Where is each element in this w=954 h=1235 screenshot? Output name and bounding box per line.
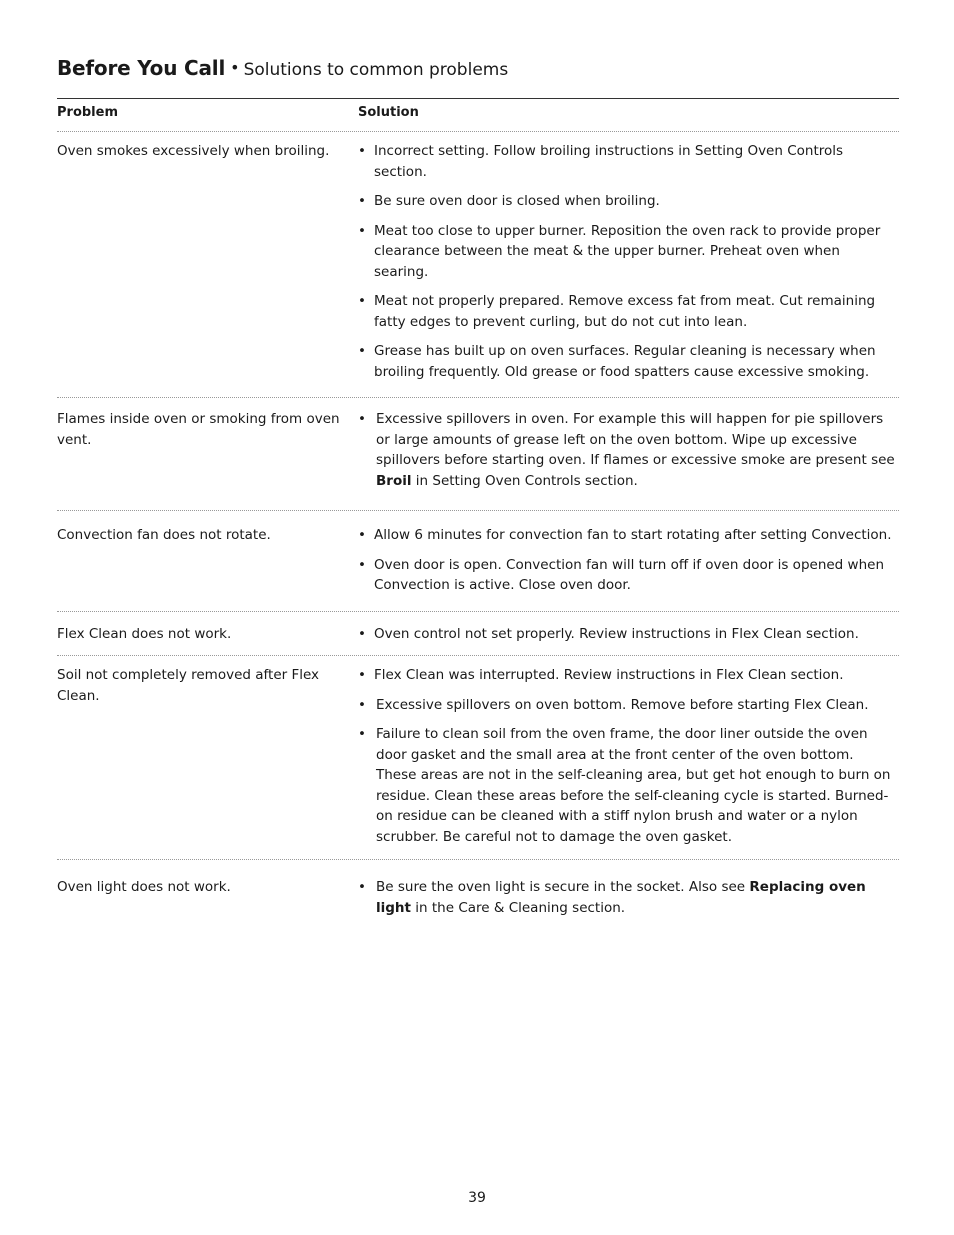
solution-item [358, 221, 899, 283]
table-row [57, 877, 899, 937]
problem-cell: Soil not completely removed after Flex Clean. [57, 667, 320, 704]
solution-item [358, 341, 899, 382]
column-header-rule [57, 131, 899, 132]
solution-item [358, 191, 899, 212]
solution-text: Oven control not set properly. Review instructions in Flex Clean section. [374, 626, 859, 642]
solution-item [358, 555, 899, 596]
solution-cell [358, 525, 899, 596]
solution-text: Flex Clean was interrupted. Review instructions in Flex Clean section. [374, 667, 844, 683]
page-header [57, 56, 508, 80]
table-row [57, 141, 899, 398]
solution-item [358, 724, 899, 847]
solution-text: Meat not properly prepared. Remove excess fat from meat. Cut remaining fatty edges to prevent curling, but do not cut into lean. [374, 293, 876, 330]
header-rule [57, 98, 899, 99]
column-header-problem: Problem [57, 105, 118, 120]
solution-text: Incorrect setting. Follow broiling instructions in Setting Oven Controls section. [374, 143, 844, 180]
solution-text: Oven door is open. Convection fan will turn off if oven door is opened when Convection is active. Close oven door. [374, 556, 884, 593]
page-title: Before You Call [57, 56, 226, 80]
replacing-oven-light-reference: Replacing oven light [376, 879, 866, 916]
solution-item [358, 409, 899, 491]
solution-cell [358, 409, 899, 491]
solution-text: Allow 6 minutes for convection fan to start rotating after setting Convection. [374, 527, 892, 543]
bullet-icon: • [358, 343, 366, 359]
bullet-icon: • [358, 293, 366, 309]
troubleshooting-table [57, 141, 899, 937]
bullet-icon: • [358, 879, 366, 895]
solution-cell [358, 624, 899, 645]
table-row [57, 624, 899, 656]
solution-item [358, 665, 899, 686]
bullet-icon: • [358, 527, 366, 543]
solution-item [358, 525, 899, 546]
solution-text: Meat too close to upper burner. Reposition the oven rack to provide proper clearance between the meat & the upper burner. Preheat oven when searing. [374, 222, 881, 280]
solution-text: Be sure oven door is closed when broiling. [374, 193, 660, 209]
page-number: 39 [468, 1190, 486, 1206]
solution-item [358, 141, 899, 182]
solution-text: Excessive spillovers on oven bottom. Remove before starting Flex Clean. [376, 696, 869, 713]
solution-item [358, 624, 899, 645]
table-row [57, 665, 899, 860]
problem-cell: Flames inside oven or smoking from oven vent. [57, 411, 340, 448]
bullet-icon: • [358, 411, 366, 427]
bullet-icon: • [358, 193, 366, 209]
solution-item [358, 291, 899, 332]
column-header-solution: Solution [358, 105, 419, 120]
problem-cell: Oven light does not work. [57, 879, 231, 895]
solution-text: Failure to clean soil from the oven frame, the door liner outside the oven door gasket and the small area at the front center of the oven bottom. These areas are not in the self-cleaning area, but get hot enough to burn on residue. Clean these areas before the self-cleaning cycle is started. Burned-on residue can be cleaned with a stiff nylon brush and water or a nylon scrubber. Be careful not to damage the oven gasket. [376, 726, 891, 845]
table-row [57, 525, 899, 612]
solution-text: Excessive spillovers in oven. For example this will happen for pie spillovers or large amounts of grease left on the oven bottom. Wipe up excessive spillovers before starting oven. If flames or excessive smoke are present see [376, 411, 895, 468]
solution-text: Grease has built up on oven surfaces. Regular cleaning is necessary when broiling frequently. Old grease or food spatters cause excessive smoking. [374, 343, 876, 380]
solution-text: in Setting Oven Controls section. [411, 472, 638, 489]
bullet-icon: • [358, 143, 366, 159]
problem-cell: Convection fan does not rotate. [57, 527, 271, 543]
solution-text: Be sure the oven light is secure in the socket. Also see [376, 879, 750, 895]
title-separator: • [230, 58, 240, 77]
solution-cell [358, 665, 899, 847]
solution-item [358, 877, 899, 918]
table-row [57, 409, 899, 511]
broil-reference: Broil [376, 472, 412, 489]
solution-cell [358, 877, 899, 918]
solution-text: in the Care & Cleaning section. [410, 899, 626, 916]
solution-item [358, 695, 899, 716]
bullet-icon: • [358, 696, 366, 713]
problem-cell: Flex Clean does not work. [57, 626, 232, 642]
bullet-icon: • [358, 726, 366, 742]
bullet-icon: • [358, 222, 366, 239]
bullet-icon: • [358, 667, 366, 683]
page-subtitle: Solutions to common problems [243, 60, 509, 80]
bullet-icon: • [358, 556, 366, 573]
bullet-icon: • [358, 626, 366, 642]
solution-cell [358, 141, 899, 382]
problem-cell: Oven smokes excessively when broiling. [57, 143, 330, 159]
